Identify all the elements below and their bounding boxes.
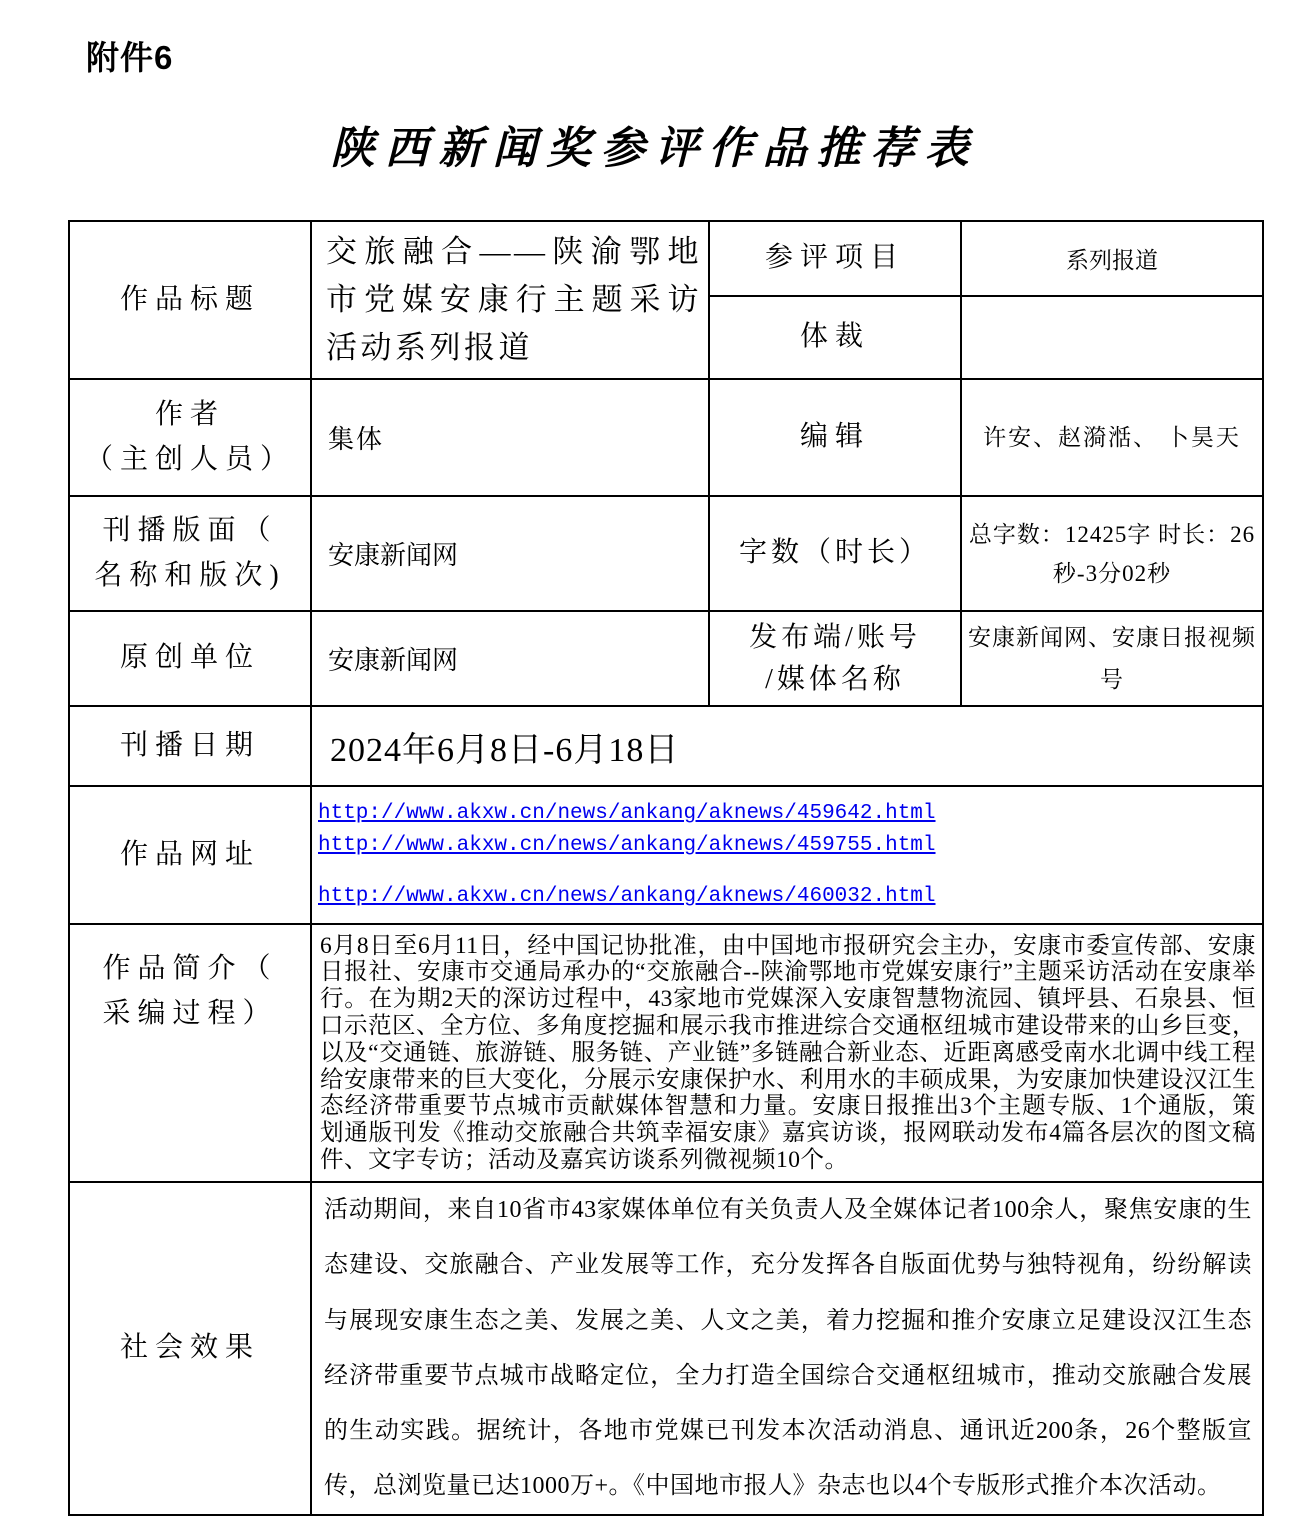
work-url-link-3[interactable]: http://www.akxw.cn/news/ankang/aknews/460032.html xyxy=(318,885,936,909)
publish-platform-label-line1: 发布端/账号 xyxy=(749,621,921,653)
author-label xyxy=(69,379,311,496)
table-row xyxy=(69,924,1263,1182)
editor-label: 编辑 xyxy=(709,379,961,496)
publish-date-value: 2024年6月8日-6月18日 xyxy=(311,706,1263,786)
publish-platform-label-line2: /媒体名称 xyxy=(765,663,905,695)
work-intro-label-line1: 作品简介（ xyxy=(102,953,278,985)
social-effect-text: 活动期间，来自10省市43家媒体单位有关负责人及全媒体记者100余人，聚焦安康的生态建设、交旅融合、产业发展等工作，充分发挥各自版面优势与独特视角，纷纷解读与展现安康生态之美、发展之美、人文之美，着力挖掘和推介安康立足建设汉江生态经济带重要节点城市战略定位，全力打造全国综合交通枢纽城市，推动交旅融合发展的生动实践。据统计，各地市党媒已刊发本次活动消息、通讯近200条，26个整版宣传，总浏览量已达1000万+。《中国地市报人》杂志也以4个专版形式推介本次活动。 xyxy=(311,1182,1263,1515)
genre-value xyxy=(961,296,1263,379)
author-value: 集体 xyxy=(311,379,709,496)
word-count-duration: 时长：26秒-3分02秒 xyxy=(1052,521,1256,586)
table-row xyxy=(69,496,1263,611)
page-title: 陕西新闻奖参评作品推荐表 xyxy=(330,123,979,174)
word-count-label: 字数（时长） xyxy=(709,496,961,611)
work-url-link-1[interactable]: http://www.akxw.cn/news/ankang/aknews/459642.html xyxy=(318,802,936,826)
table-row xyxy=(69,611,1263,706)
entry-category-value: 系列报道 xyxy=(961,221,1263,296)
work-title-label: 作品标题 xyxy=(69,221,311,379)
work-urls-label: 作品网址 xyxy=(69,786,311,924)
publish-platform-label xyxy=(709,611,961,706)
table-row xyxy=(69,221,1263,296)
work-title-value: 交旅融合——陕渝鄂地市党媒安康行主题采访活动系列报道 xyxy=(311,221,709,379)
author-label-line2: （主创人员） xyxy=(84,443,295,475)
genre-label: 体裁 xyxy=(709,296,961,379)
recommendation-form-table xyxy=(68,220,1264,1516)
word-count-total: 总字数：12425字 xyxy=(968,521,1152,547)
table-row xyxy=(69,379,1263,496)
work-urls-cell xyxy=(311,786,1263,924)
table-row xyxy=(69,706,1263,786)
editor-value xyxy=(961,379,1263,496)
publication-label-line2: 名称和版次) xyxy=(94,559,286,591)
editor-value-line2: 卜昊天 xyxy=(1165,425,1241,451)
publish-date-label: 刊播日期 xyxy=(69,706,311,786)
work-url-link-2[interactable]: http://www.akxw.cn/news/ankang/aknews/459755.html xyxy=(318,834,936,858)
author-label-line1: 作者 xyxy=(154,398,225,430)
original-unit-value: 安康新闻网 xyxy=(311,611,709,706)
editor-value-line1: 许安、赵漪湉、 xyxy=(983,425,1159,451)
attachment-label: 附件6 xyxy=(86,39,174,76)
work-intro-text: 6月8日至6月11日，经中国记协批准，由中国地市报研究会主办，安康市委宣传部、安康日报社、安康市交通局承办的“交旅融合--陕渝鄂地市党媒安康行”主题采访活动在安康举行。在为期2天的深访过程中，43家地市党媒深入安康智慧物流园、镇坪县、石泉县、恒口示范区、全方位、多角度挖掘和展示我市推进综合交通枢纽城市建设带来的山乡巨变，以及“交通链、旅游链、服务链、产业链”多链融合新业态、近距离感受南水北调中线工程给安康带来的巨大变化，分展示安康保护水、利用水的丰硕成果，为安康加快建设汉江生态经济带重要节点城市贡献媒体智慧和力量。安康日报推出3个主题专版、1个通版，策划通版刊发《推动交旅融合共筑幸福安康》嘉宾访谈，报网联动发布4篇各层次的图文稿件、文字专访；活动及嘉宾访谈系列微视频10个。 xyxy=(311,924,1263,1182)
work-intro-label-line2: 采编过程） xyxy=(102,997,278,1029)
publication-value: 安康新闻网 xyxy=(311,496,709,611)
publication-label-line1: 刊播版面（ xyxy=(102,514,278,546)
word-count-value xyxy=(961,496,1263,611)
publish-platform-value: 安康新闻网、安康日报视频号 xyxy=(961,611,1263,706)
table-row xyxy=(69,1182,1263,1515)
entry-category-label: 参评项目 xyxy=(709,221,961,296)
original-unit-label: 原创单位 xyxy=(69,611,311,706)
social-effect-label: 社会效果 xyxy=(69,1182,311,1515)
work-intro-label xyxy=(69,924,311,1182)
publication-label xyxy=(69,496,311,611)
table-row xyxy=(69,786,1263,924)
